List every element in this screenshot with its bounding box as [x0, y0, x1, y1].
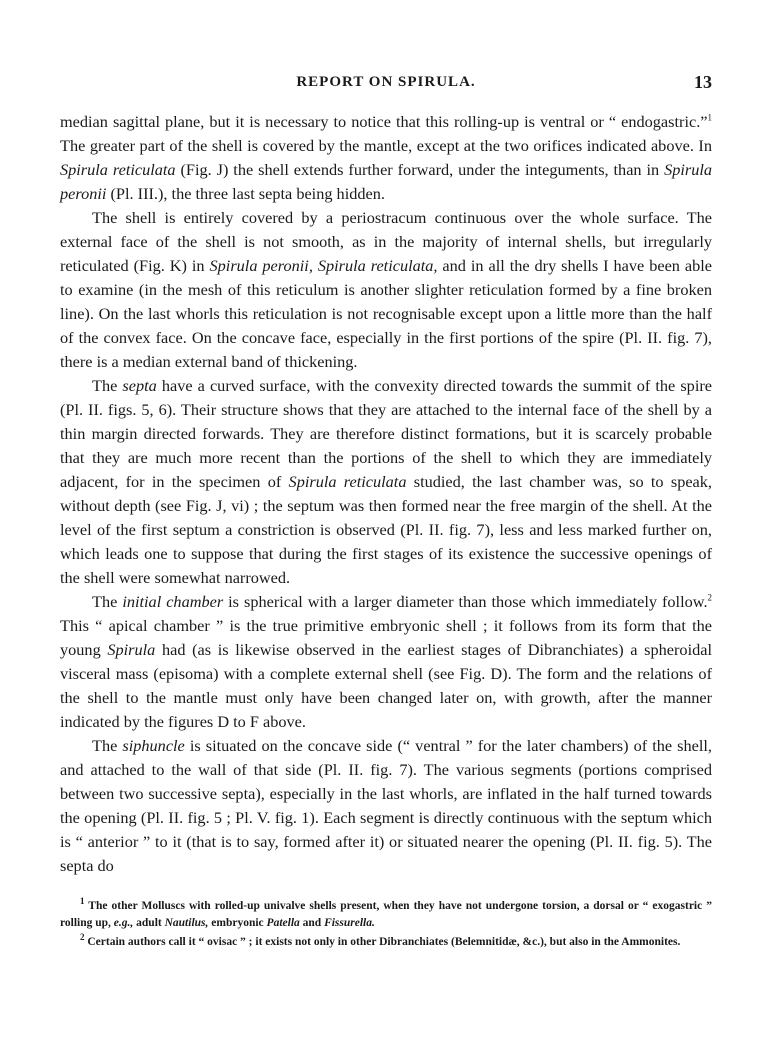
text-run: and [299, 917, 325, 929]
footnote-marker: 2 [707, 592, 713, 603]
text-run: studied, the last chamber was, so to speak, without depth (see Fig. J, vi) ; the septum was then formed near the free margin of the shell. At the level of the first septum a constriction is observed (Pl. II. fig. 7), less and less marked further on, which leads one to suppose that during the first stages of its existence the successive openings of the shell were somewhat narrowed. [60, 472, 712, 587]
italic-text: Spirula peronii [60, 160, 713, 203]
text-run: adult [133, 917, 165, 929]
text-run: (Pl. III.), the three last septa being hidden. [106, 184, 385, 203]
italic-text: septa [122, 376, 157, 395]
text-run: The greater part of the shell is covered by the mantle, except at the two orifices indicated above. In [60, 136, 712, 155]
text-run: and in all the dry shells I have been able to examine (in the mesh of this reticulum is another slighter reticulation formed by a fine broken line). On the last whorls this reticulation is not recognisable except upon a little more than the half of the convex face. On the concave face, especially in the first portions of the spire (Pl. II. fig. 7), there is a median external band of thickening. [60, 256, 713, 371]
text-run: The shell is entirely covered by a periostracum continuous over the whole surface. The external face of the shell is not smooth, as in the majority of internal shells, but irregularly reticulated (Fig. K) in [60, 208, 712, 275]
text-run: The [92, 592, 123, 611]
text-run: is situated on the concave side (“ ventral ” for the later chambers) of the shell, and attached to the wall of that side (Pl. II. fig. 7). The various segments (portions comprised between two successive septa), especially in the last whorls, are inflated in the half turned towards the opening (Pl. II. fig. 5 ; Pl. V. fig. 1). Each segment is directly continuous with the septum which is “ anterior ” to it (that is to say, formed after it) or situated nearer the opening (Pl. II. fig. 5). The septa do [60, 736, 712, 875]
text-run: had (as is likewise observed in the earliest stages of Dibranchiates) a spheroidal visceral mass (episoma) with a complete external shell (see Fig. D). The form and the relations of the shell to the mantle must only have been changed later on, with growth, after the manner indicated by the figures D to F above. [60, 640, 712, 731]
text-run: is spherical with a larger diameter than those which immediately follow. [223, 592, 708, 611]
footnote-marker: 2 [80, 932, 85, 943]
italic-text: Spirula peronii, Spirula reticulata, [209, 256, 438, 275]
text-run: This “ apical chamber ” is the true primitive embryonic shell ; it follows from its form that the young [60, 616, 712, 659]
text-run: have a curved surface, with the convexity directed towards the summit of the spire (Pl. II. figs. 5, 6). Their structure shows that they are attached to the internal face of the shell by a thin margin directed forwards. They are therefore distinct formations, but it is scarcely probable that they are much more recent than the portions of the shell to which they are immediately adjacent, for in the specimen of [60, 376, 712, 491]
paragraph [60, 110, 712, 206]
text-run: embryonic [208, 917, 267, 929]
italic-text: Spirula reticulata [288, 472, 407, 491]
text-run: median sagittal plane, but it is necessary to notice that this rolling-up is ventral or “ endogastric.” [60, 112, 708, 131]
italic-text: e.g., [113, 917, 134, 929]
text-run: The [92, 736, 123, 755]
page-header [60, 72, 712, 96]
text-run: The [92, 376, 123, 395]
paragraph [60, 734, 712, 878]
paragraph [60, 206, 712, 374]
paragraph [60, 590, 712, 734]
text-run: (Fig. J) the shell extends further forward, under the integuments, than in [175, 160, 665, 179]
footnote [60, 898, 712, 932]
running-title: REPORT ON SPIRULA. [296, 74, 476, 90]
text-run: Certain authors call it “ ovisac ” ; it exists not only in other Dibranchiates (Belemnitidæ, &c.), but also in the Ammonites. [84, 936, 681, 948]
italic-text: siphuncle [122, 736, 185, 755]
body-text [60, 110, 712, 878]
page-number: 13 [694, 72, 712, 92]
footnote-marker: 1 [707, 112, 712, 123]
italic-text: Patella [266, 917, 300, 929]
italic-text: Fissurella. [324, 917, 375, 929]
text-run: The other Molluscs with rolled-up univalve shells present, when they have not undergone torsion, a dorsal or “ exogastric ” rolling up, [60, 900, 712, 929]
footnotes [60, 898, 712, 953]
italic-text: Nautilus, [164, 917, 209, 929]
footnote [60, 934, 712, 951]
italic-text: Spirula [107, 640, 156, 659]
footnote-marker: 1 [80, 896, 85, 907]
italic-text: Spirula reticulata [60, 160, 176, 179]
italic-text: initial chamber [122, 592, 224, 611]
paragraph [60, 374, 712, 590]
